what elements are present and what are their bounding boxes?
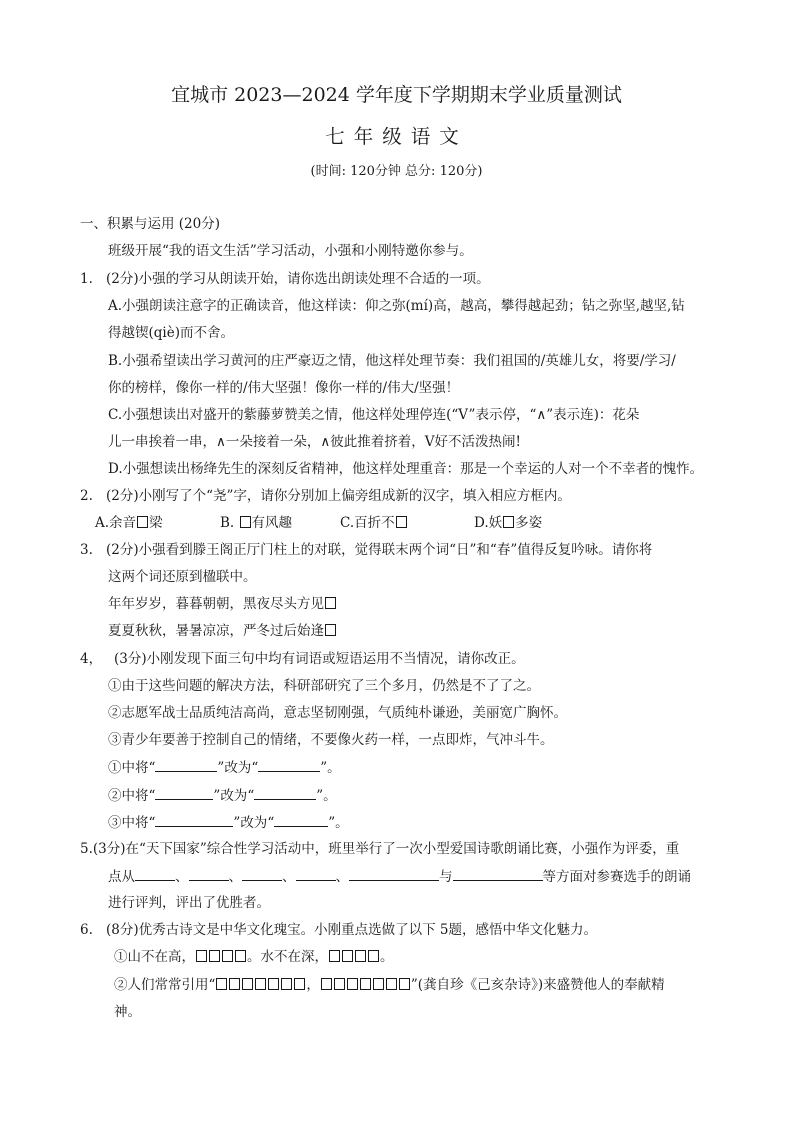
exam-meta: (时间: 120分钟 总分: 120分): [310, 164, 483, 179]
answer-box[interactable]: [137, 516, 148, 528]
q2-option-b: B. 有风趣: [220, 515, 293, 531]
q3-couplet-line2: 夏夏秋秋，暑暑凉凉，严冬过后始逢: [108, 622, 337, 640]
q2-stem: (2分)小刚写了个“尧”字，请你分别加上偏旁组成新的汉字，填入相应方框内。: [106, 488, 571, 504]
blank[interactable]: [254, 786, 316, 800]
char-box[interactable]: [255, 978, 266, 990]
answer-box[interactable]: [325, 597, 336, 609]
char-box[interactable]: [229, 978, 240, 990]
char-box[interactable]: [342, 950, 353, 962]
blank[interactable]: [155, 786, 213, 800]
q1-option-d: D.小强想读出杨绛先生的深刻反省精神，他这样处理重音：那是一个幸运的人对一个不幸者的愧怍。: [108, 461, 704, 477]
char-box[interactable]: [334, 978, 345, 990]
q3-number: 3.: [80, 542, 93, 558]
blank[interactable]: [135, 867, 175, 881]
char-box[interactable]: [355, 950, 366, 962]
blank[interactable]: [453, 867, 543, 881]
answer-box[interactable]: [240, 516, 251, 528]
q6-stem: (8分)优秀古诗文是中华文化瑰宝。小刚重点选做了以下 5题，感悟中华文化魅力。: [106, 922, 598, 938]
char-box[interactable]: [216, 978, 227, 990]
q4-number: 4，: [80, 651, 103, 667]
char-box[interactable]: [281, 978, 292, 990]
q4-fill-1: ①中将“ ”改为“ ”。: [108, 760, 341, 776]
section-heading: 一、积累与运用 (20分): [80, 216, 221, 232]
q4-fill-3: ③中将“ ”改为“ ”。: [108, 815, 349, 831]
char-box[interactable]: [399, 978, 410, 990]
answer-box[interactable]: [396, 516, 407, 528]
section-intro: 班级开展“我的语文生活”学习活动，小强和小刚特邀你参与。: [108, 243, 473, 259]
q1-option-c-line2: 儿一串挨着一串，∧一朵接着一朵，∧彼此推着挤着，V好不活泼热闹!: [108, 434, 521, 450]
blank[interactable]: [155, 758, 217, 772]
answer-box[interactable]: [325, 624, 336, 636]
q4-fill-2: ②中将“ ”改为“ ”。: [108, 788, 337, 804]
q4-sentence-3: ③青少年要善于控制自己的情绪，不要像火药一样，一点即炸，气冲斗牛。: [108, 732, 554, 748]
char-box[interactable]: [196, 950, 207, 962]
exam-title: 宜城市 2023—2024 学年度下学期期末学业质量测试: [171, 84, 622, 106]
char-box[interactable]: [235, 950, 246, 962]
subject-title: 七年级语文: [325, 125, 468, 148]
blank[interactable]: [258, 758, 320, 772]
char-box[interactable]: [321, 978, 332, 990]
blank[interactable]: [296, 867, 336, 881]
char-box[interactable]: [347, 978, 358, 990]
q3-stem-line1: (2分)小强看到滕王阁正厅门柱上的对联，觉得联末两个词“日”和“春”值得反复吟咏。请你将: [106, 542, 653, 558]
q5-stem-line3: 进行评判，评出了优胜者。: [108, 895, 270, 911]
answer-box[interactable]: [503, 516, 514, 528]
blank[interactable]: [349, 867, 439, 881]
q6-number: 6.: [80, 922, 93, 938]
q1-option-c-line1: C.小强想读出对盛开的紫藤萝赞美之情，他这样处理停连(“V”表示停，“∧”表示连)：花朵: [108, 407, 640, 423]
q1-option-a-line1: A.小强朗读注意字的正确读音，他这样读：仰之弥(mí)高，越高，攀得越起劲；钻之弥坚,越坚,钻: [108, 298, 685, 314]
blank[interactable]: [189, 867, 229, 881]
q6-item-2-cont: 神。: [114, 1004, 141, 1020]
char-box[interactable]: [373, 978, 384, 990]
q5-stem-line2: 点从 、 、 、 、 与 等方面对参赛选手的朗诵: [108, 869, 691, 885]
char-box[interactable]: [368, 950, 379, 962]
q2-option-c: C.百折不: [340, 514, 408, 532]
q2-option-d: D.妖 多姿: [474, 515, 543, 531]
char-box[interactable]: [329, 950, 340, 962]
char-box[interactable]: [386, 978, 397, 990]
char-box[interactable]: [268, 978, 279, 990]
q1-stem: (2分)小强的学习从朗读开始，请你选出朗读处理不合适的一项。: [106, 271, 490, 287]
q1-option-b-line2: 你的榜样，像你一样的/伟大坚强！像你一样的/伟大/坚强！: [108, 380, 460, 396]
blank[interactable]: [242, 867, 282, 881]
char-box[interactable]: [222, 950, 233, 962]
blank[interactable]: [155, 813, 233, 827]
q4-sentence-2: ②志愿军战士品质纯洁高尚，意志坚韧刚强，气质纯朴谦逊，美丽宽广胸怀。: [108, 705, 567, 721]
char-box[interactable]: [360, 978, 371, 990]
blank[interactable]: [274, 813, 328, 827]
q6-item-2: ②人们常常引用“ ， ”(龚自珍《己亥杂诗》)来盛赞他人的奉献精: [114, 977, 665, 993]
q3-stem-line2: 这两个词还原到楹联中。: [108, 569, 257, 585]
q2-option-a: A.余音 梁: [95, 515, 163, 531]
q4-stem: (3分)小刚发现下面三句中均有词语或短语运用不当情况，请你改正。: [114, 651, 525, 667]
q3-couplet-line1: 年年岁岁，暮暮朝朝，黑夜尽头方见: [108, 595, 337, 613]
q5-stem-line1: 5.(3分)在“天下国家”综合性学习活动中，班里举行了一次小型爱国诗歌朗诵比赛，小强作为评委，重: [80, 841, 680, 857]
char-box[interactable]: [242, 978, 253, 990]
q4-sentence-1: ①由于这些问题的解决方法，科研部研究了三个多月，仍然是不了了之。: [108, 678, 540, 694]
q2-number: 2.: [80, 488, 93, 504]
q1-option-a-line2: 得越锲(qiè)而不舍。: [108, 325, 234, 341]
q1-number: 1.: [80, 271, 93, 287]
q1-option-b-line1: B.小强希望读出学习黄河的庄严豪迈之情，他这样处理节奏：我们祖国的/英雄儿女，将要/学习/: [108, 353, 676, 369]
char-box[interactable]: [209, 950, 220, 962]
char-box[interactable]: [294, 978, 305, 990]
q6-item-1: ①山不在高， 。水不在深， 。: [114, 949, 394, 965]
